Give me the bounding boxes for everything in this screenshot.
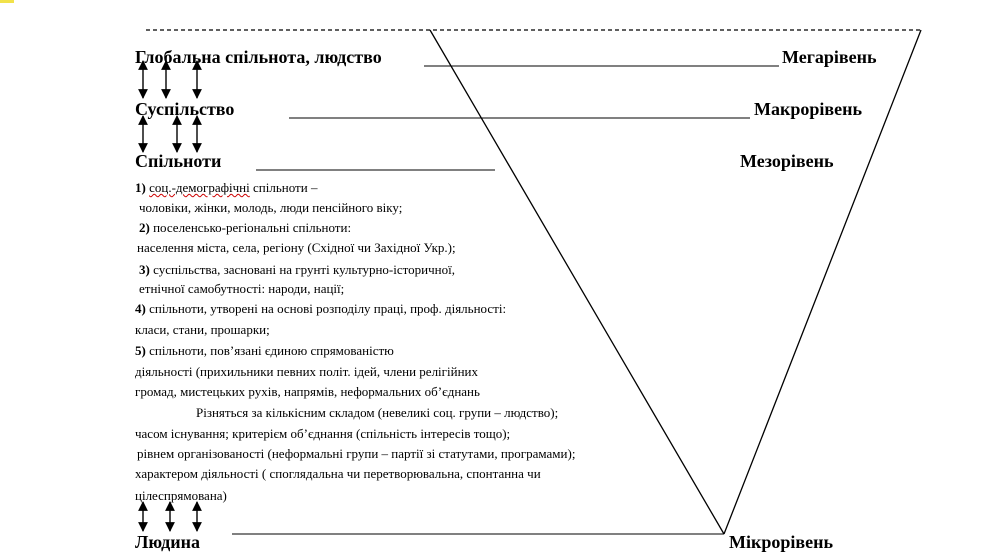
item-1-line-1 <box>135 181 317 194</box>
person-label: Людина <box>135 532 200 552</box>
item-4-text: спільноти, утворені на основі розподілу праці, проф. діяльності: <box>145 301 507 316</box>
differences-line-3: рівнем організованості (неформальні групи – партії зі статутами, програмами); <box>137 446 576 461</box>
item-5-line-1 <box>135 344 394 357</box>
item-4-line-1 <box>135 302 506 315</box>
society-label: Суспільство <box>135 99 235 119</box>
item-5-line-2: діяльності (прихильники певних політ. ідей, члени релігійних <box>135 364 478 379</box>
item-4-line-2: класи, стани, прошарки; <box>135 322 270 337</box>
item-2-text: поселенсько-регіональні спільноти: <box>149 220 352 235</box>
item-5-line-3: громад, мистецьких рухів, напрямів, неформальних об’єднань <box>135 384 480 399</box>
item-5-number: 5) <box>135 343 146 358</box>
item-3-text: суспільства, засновані на грунті культурно-історичної, <box>149 262 455 277</box>
differences-line-1: Різняться за кількісним складом (невеликі соц. групи – людство); <box>196 405 559 420</box>
item-1-rest: спільноти – <box>249 180 318 195</box>
communities-label: Спільноти <box>135 151 222 171</box>
item-2-line-1 <box>139 221 351 234</box>
item-1-number: 1) <box>135 180 146 195</box>
meso-level-label: Мезорівень <box>740 151 834 171</box>
differences-line-5: цілеспрямована) <box>135 488 227 503</box>
differences-line-2: часом існування; критерієм об’єднання (спільність інтересів тощо); <box>135 426 511 441</box>
macro-level-label: Макрорівень <box>754 99 862 119</box>
differences-line-4: характером діяльності ( споглядальна чи перетворювальна, спонтанна чи <box>135 466 541 481</box>
item-2-number: 2) <box>139 220 150 235</box>
global-community-label: Глобальна спільнота, людство <box>135 47 382 67</box>
item-3-number: 3) <box>139 262 150 277</box>
micro-level-label: Мікрорівень <box>729 532 833 552</box>
item-5-text: спільноти, пов’язані єдиною спрямованістю <box>145 343 394 358</box>
item-4-number: 4) <box>135 301 146 316</box>
item-1-line-2: чоловіки, жінки, молодь, люди пенсійного віку; <box>139 200 403 215</box>
item-2-line-2: населення міста, села, регіону (Східної чи Західної Укр.); <box>137 240 456 255</box>
item-3-line-2: етнічної самобутності: народи, нації; <box>139 281 345 296</box>
item-3-line-1 <box>139 263 455 276</box>
spellcheck-word: соц.-демографічні <box>149 180 250 195</box>
mega-level-label: Мегарівень <box>782 47 877 67</box>
